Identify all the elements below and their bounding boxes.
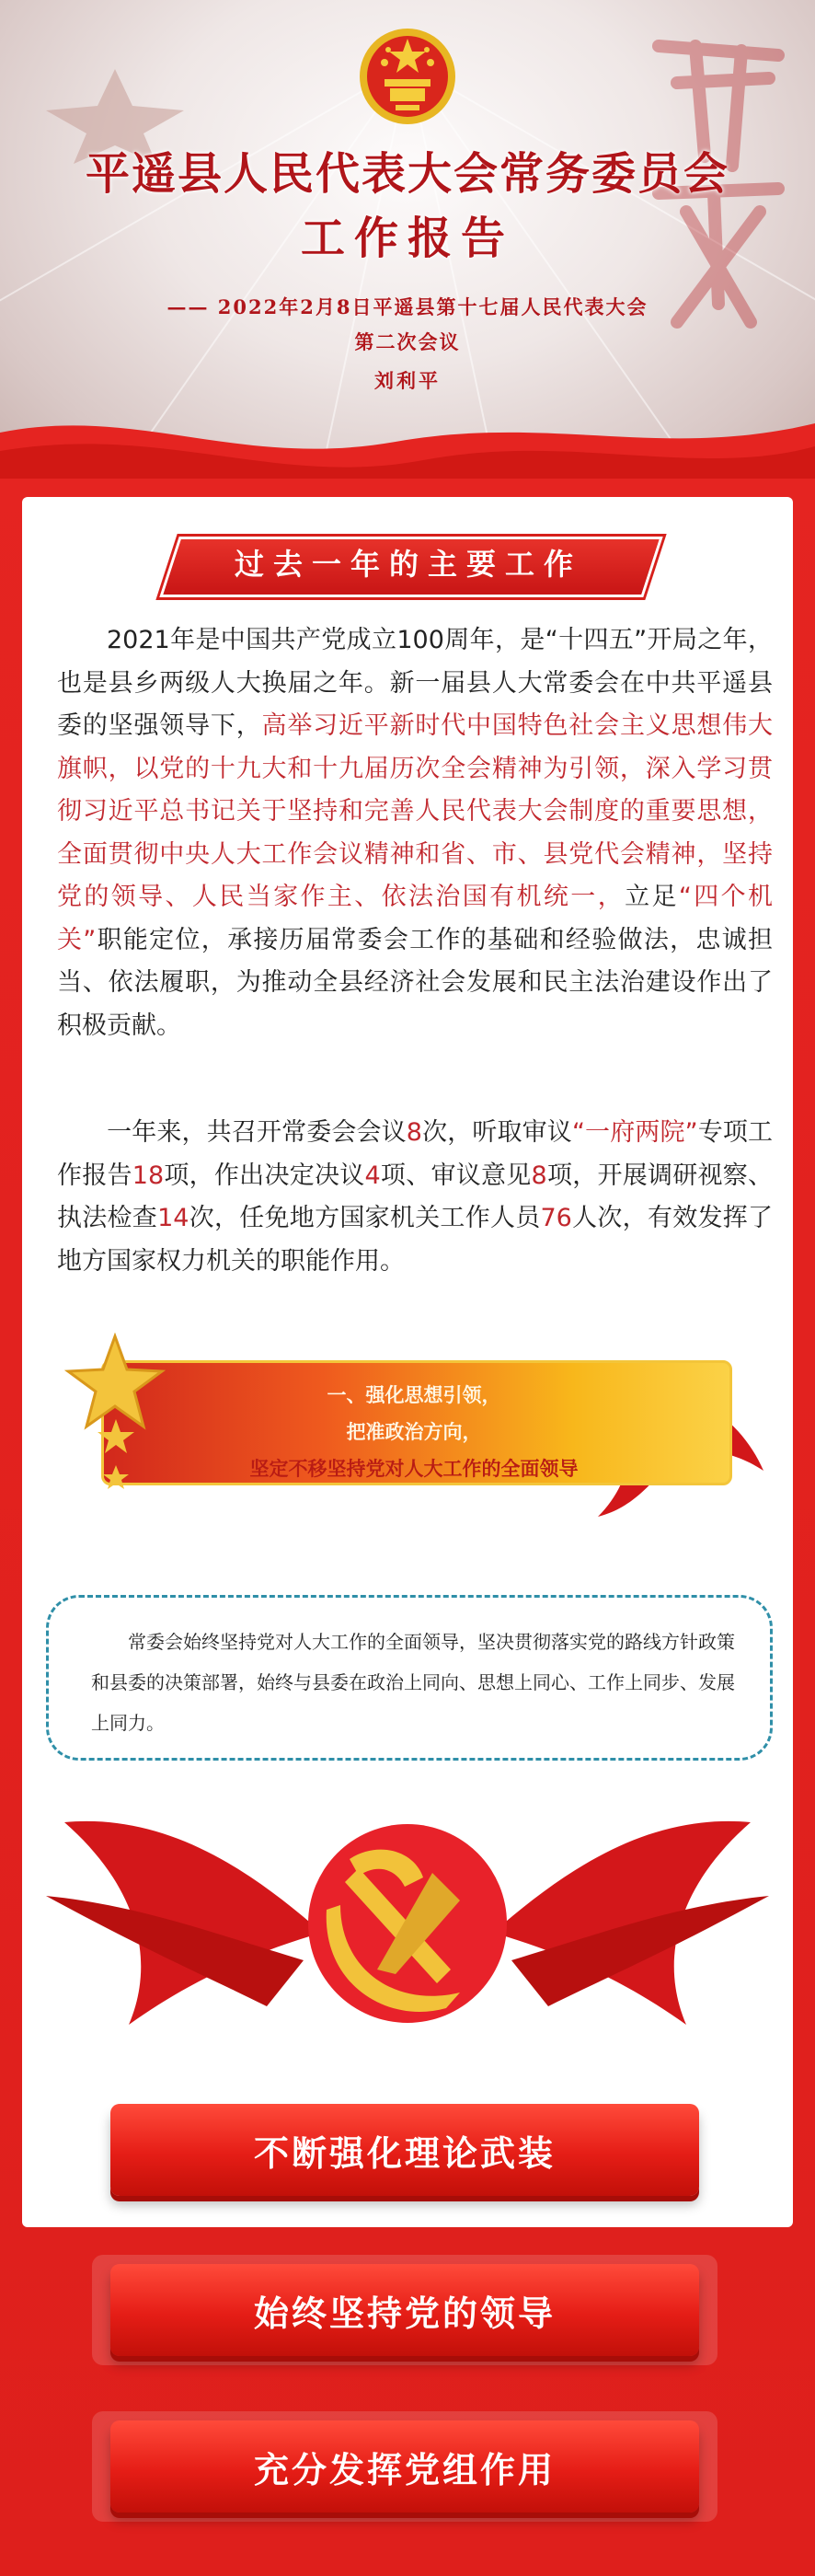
highlighted-text: 18 (132, 1161, 165, 1190)
banner-line1: 一、强化思想引领， (327, 1383, 501, 1406)
highlighted-text: “四个机关” (57, 883, 774, 954)
paragraph-intro-body (57, 626, 773, 1040)
highlighted-text: 14 (157, 1204, 189, 1232)
national-emblem-icon (357, 26, 458, 127)
body-text: 职能定位，承接历届常委会工作的基础和经验做法，忠诚担当、依法履职，为推动全县经济社会发展和民主法治建设作出了积极贡献。 (57, 925, 773, 1040)
body-text: 人次，有效发挥了地方国家权力机关的职能作用。 (57, 1204, 774, 1276)
section-heading (169, 531, 648, 597)
party-group-role-button[interactable]: 充分发挥党组作用 (110, 2420, 699, 2512)
body-text: 项、审议意见 (380, 1161, 532, 1190)
body-text: 项，作出决定决议 (164, 1161, 365, 1190)
theory-armament-button[interactable]: 不断强化理论武装 (110, 2104, 699, 2196)
report-author: 刘利平 (374, 369, 441, 392)
highlighted-text: 4 (364, 1161, 381, 1190)
report-title-line1: 平遥县人民代表大会常务委员会 (85, 148, 729, 200)
highlighted-text: 76 (540, 1204, 572, 1232)
body-text: 立足 (625, 883, 679, 911)
highlighted-text: 高举习近平新时代中国特色社会主义思想伟大旗帜，以党的十九大和十九届历次全会精神为引领，深入学习贯彻习近平总书记关于坚持和完善人民代表大会制度的重要思想，全面贯彻中央人大工作会议精神和省、市、县党代会精神，坚持党的领导、人民当家作主、依法治国有机统一， (57, 711, 774, 911)
meeting-subtitle-line2: 第二次会议 (354, 330, 461, 353)
paragraph-statistics-body (57, 1118, 773, 1276)
banner-line3: 坚定不移坚持党对人大工作的全面领导 (249, 1457, 579, 1480)
party-leadership-button[interactable]: 始终坚持党的领导 (110, 2264, 699, 2356)
body-text: 次，听取审议 (421, 1118, 572, 1147)
meeting-subtitle-line1: —— 2022年2月8日平遥县第十七届人民代表大会 (166, 295, 649, 318)
body-text: 专项工作报告 (57, 1118, 774, 1190)
note-box (46, 1595, 773, 1761)
red-flag-wave-decoration (0, 396, 815, 479)
body-text: 次，任免地方国家机关工作人员 (189, 1204, 541, 1232)
body-text: 2021年是中国共产党成立100周年，是“十四五”开局之年，也是县乡两级人大换届之年。新一届县人大常委会在中共平遥县委的坚强领导下， (57, 626, 773, 740)
section-heading-text: 过去一年的主要工作 (234, 547, 582, 582)
section-banner-one (64, 1333, 763, 1526)
banner-line2: 把准政治方向， (346, 1420, 482, 1443)
body-text: 项，开展调研视察、执法检查 (57, 1161, 774, 1232)
report-title-line2: 工作报告 (300, 213, 514, 264)
highlighted-text: 8 (531, 1161, 547, 1190)
paragraph-intro (57, 619, 773, 1047)
paragraph-statistics (57, 1112, 773, 1283)
highlighted-text: 8 (406, 1118, 422, 1147)
party-emblem-with-ribbons-icon (28, 1795, 787, 2052)
body-text: 一年来，共召开常委会会议 (107, 1118, 407, 1147)
header-banner (0, 0, 815, 479)
highlighted-text: “一府两院” (571, 1118, 698, 1147)
note-box-text: 常委会始终坚持党对人大工作的全面领导，坚决贯彻落实党的路线方针政策和县委的决策部署，始终与县委在政治上同向、思想上同心、工作上同步、发展上同力。 (91, 1631, 735, 1734)
